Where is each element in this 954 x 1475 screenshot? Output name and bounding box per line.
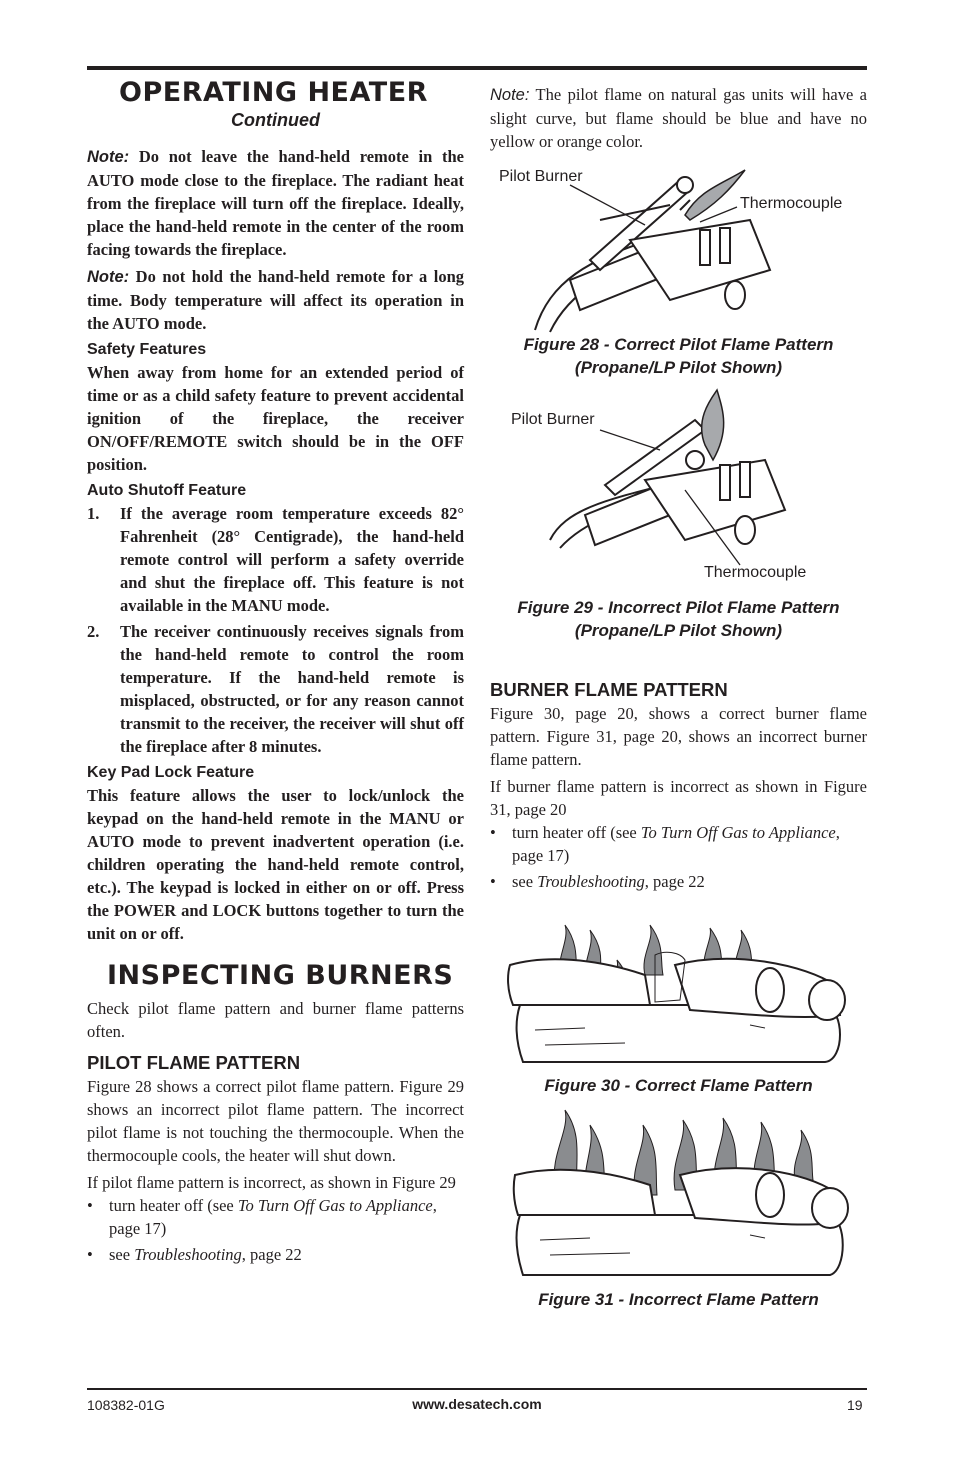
list-item (87, 620, 464, 758)
fig28-label-pilot-burner: Pilot Burner (499, 168, 583, 185)
key-pad-lock-text: This feature allows the user to lock/unlock the keypad on the hand-held remote in the MANU or AUTO mode to prevent inadvertent operation (i.e. children operating the hand-held remote control, etc.). The keypad is locked in either on or off. Press the POWER and LOCK buttons together to turn the unit on or off. (87, 786, 464, 943)
caption-line-1: Figure 28 - Correct Pilot Flame Pattern (523, 335, 834, 354)
right-column-note (490, 83, 867, 153)
list-text: The receiver continuously receives signals from the hand-held remote to control the room temperature. If the hand-held remote is misplaced, obstructed, or for any reason cannot transmit to the receiver, the receiver will shut off the fireplace after 8 minutes. (120, 622, 464, 756)
list-number: 1. (87, 504, 100, 523)
bullet-text-pre: see (109, 1245, 135, 1264)
note-text: Do not hold the hand-held remote for a long time. Body temperature will affect its operation in the AUTO mode. (87, 267, 464, 333)
note-label: Note: (490, 86, 530, 104)
note-text: Do not leave the hand-held remote in the AUTO mode close to the fireplace. The radiant heat from the fireplace will turn off the fireplace. Ideally, place the hand-held remote in the center of the room facing towards the fireplace. (87, 147, 464, 259)
list-item (87, 502, 464, 617)
figure-28-caption (490, 333, 867, 379)
figure-30-caption: Figure 30 - Correct Flame Pattern (544, 1076, 813, 1095)
fig29-label-pilot-burner: Pilot Burner (511, 411, 595, 428)
pilot-bullet-list (87, 1194, 464, 1266)
caption-line-2: (Propane/LP Pilot Shown) (574, 621, 783, 640)
burner-flame-section (490, 678, 867, 893)
pilot-flame-instruction: If pilot flame pattern is incorrect, as shown in Figure 29 (87, 1173, 456, 1192)
burner-flame-text: Figure 30, page 20, shows a correct burner flame pattern. Figure 31, page 20, shows an incorrect burner flame pattern. (490, 704, 867, 769)
figure-28-pilot-drawing (530, 160, 790, 335)
figure-31-log-set-drawing (515, 1110, 855, 1280)
note-label: Note: (87, 268, 130, 286)
figure-29-caption (490, 596, 867, 642)
list-number: 2. (87, 622, 100, 641)
fig29-label-thermocouple: Thermocouple (704, 564, 807, 581)
header-rule (87, 66, 867, 70)
bullet-text-post: , page 17) (109, 1196, 437, 1238)
page-number: 19 (847, 1397, 863, 1413)
list-item (490, 821, 867, 867)
continued-subtitle: Continued (231, 110, 320, 130)
safety-features-text: When away from home for an extended period of time or as a child safety feature to prevent accidental ignition of the fireplace, the receiver ON/OFF/REMOTE switch should be in the OFF position. (87, 363, 464, 474)
fig28-label-thermocouple: Thermocouple (740, 195, 843, 212)
bullet-dot: • (87, 1245, 93, 1264)
caption-line-1: Figure 29 - Incorrect Pilot Flame Pattern (517, 598, 840, 617)
natural-gas-note (490, 83, 867, 153)
note-text: The pilot flame on natural gas units will have a slight curve, but flame should be blue and have no yellow or orange color. (490, 85, 867, 151)
left-column (87, 78, 464, 1266)
caption-line-2: (Propane/LP Pilot Shown) (574, 358, 783, 377)
list-item (87, 1194, 464, 1240)
cross-reference: Troubleshooting (134, 1245, 242, 1264)
note-remote-auto (87, 145, 464, 261)
bullet-dot: • (490, 823, 496, 842)
bullet-text-post: , page 22 (241, 1245, 302, 1264)
bullet-dot: • (490, 872, 496, 891)
safety-features-heading: Safety Features (87, 341, 207, 358)
key-pad-lock-heading: Key Pad Lock Feature (87, 764, 255, 781)
auto-shutoff-list (87, 502, 464, 758)
section-title-operating-heater: OPERATING HEATER (119, 77, 428, 108)
figure-31-caption: Figure 31 - Incorrect Flame Pattern (538, 1290, 819, 1309)
bullet-text-post: , page 22 (644, 872, 705, 891)
burner-bullet-list (490, 821, 867, 893)
bullet-text-pre: turn heater off (see (512, 823, 641, 842)
list-item (87, 1243, 464, 1266)
list-item (490, 870, 867, 893)
burner-flame-instruction: If burner flame pattern is incorrect as shown in Figure 31, page 20 (490, 777, 867, 819)
document-number: 108382-01G (87, 1397, 165, 1413)
pilot-flame-heading: PILOT FLAME PATTERN (87, 1052, 301, 1073)
bullet-dot: • (87, 1196, 93, 1215)
cross-reference: To Turn Off Gas to Appliance (237, 1196, 433, 1215)
note-hold-remote (87, 265, 464, 335)
bullet-text-pre: turn heater off (see (109, 1196, 238, 1215)
bullet-text-pre: see (512, 872, 538, 891)
note-label: Note: (87, 148, 130, 166)
footer-rule (87, 1388, 867, 1390)
cross-reference: Troubleshooting (537, 872, 645, 891)
section-title-inspecting-burners: INSPECTING BURNERS (107, 960, 454, 991)
website-link[interactable]: www.desatech.com (412, 1396, 542, 1412)
burner-flame-heading: BURNER FLAME PATTERN (490, 679, 728, 700)
inspect-text: Check pilot flame pattern and burner flame patterns often. (87, 999, 464, 1041)
pilot-flame-text: Figure 28 shows a correct pilot flame pattern. Figure 29 shows an incorrect pilot flame pattern. The incorrect pilot flame is not touching the thermocouple. When the thermocouple cools, the heater will shut down. (87, 1077, 464, 1165)
cross-reference: To Turn Off Gas to Appliance (640, 823, 836, 842)
auto-shutoff-heading: Auto Shutoff Feature (87, 482, 247, 499)
figure-30-log-set-drawing (505, 920, 855, 1070)
list-text: If the average room temperature exceeds 82° Fahrenheit (28° Centigrade), the hand-held remote control will perform a safety override and shut the fireplace off. This feature is not available in the MANU mode. (120, 504, 464, 615)
bullet-text-post: , page 17) (512, 823, 840, 865)
